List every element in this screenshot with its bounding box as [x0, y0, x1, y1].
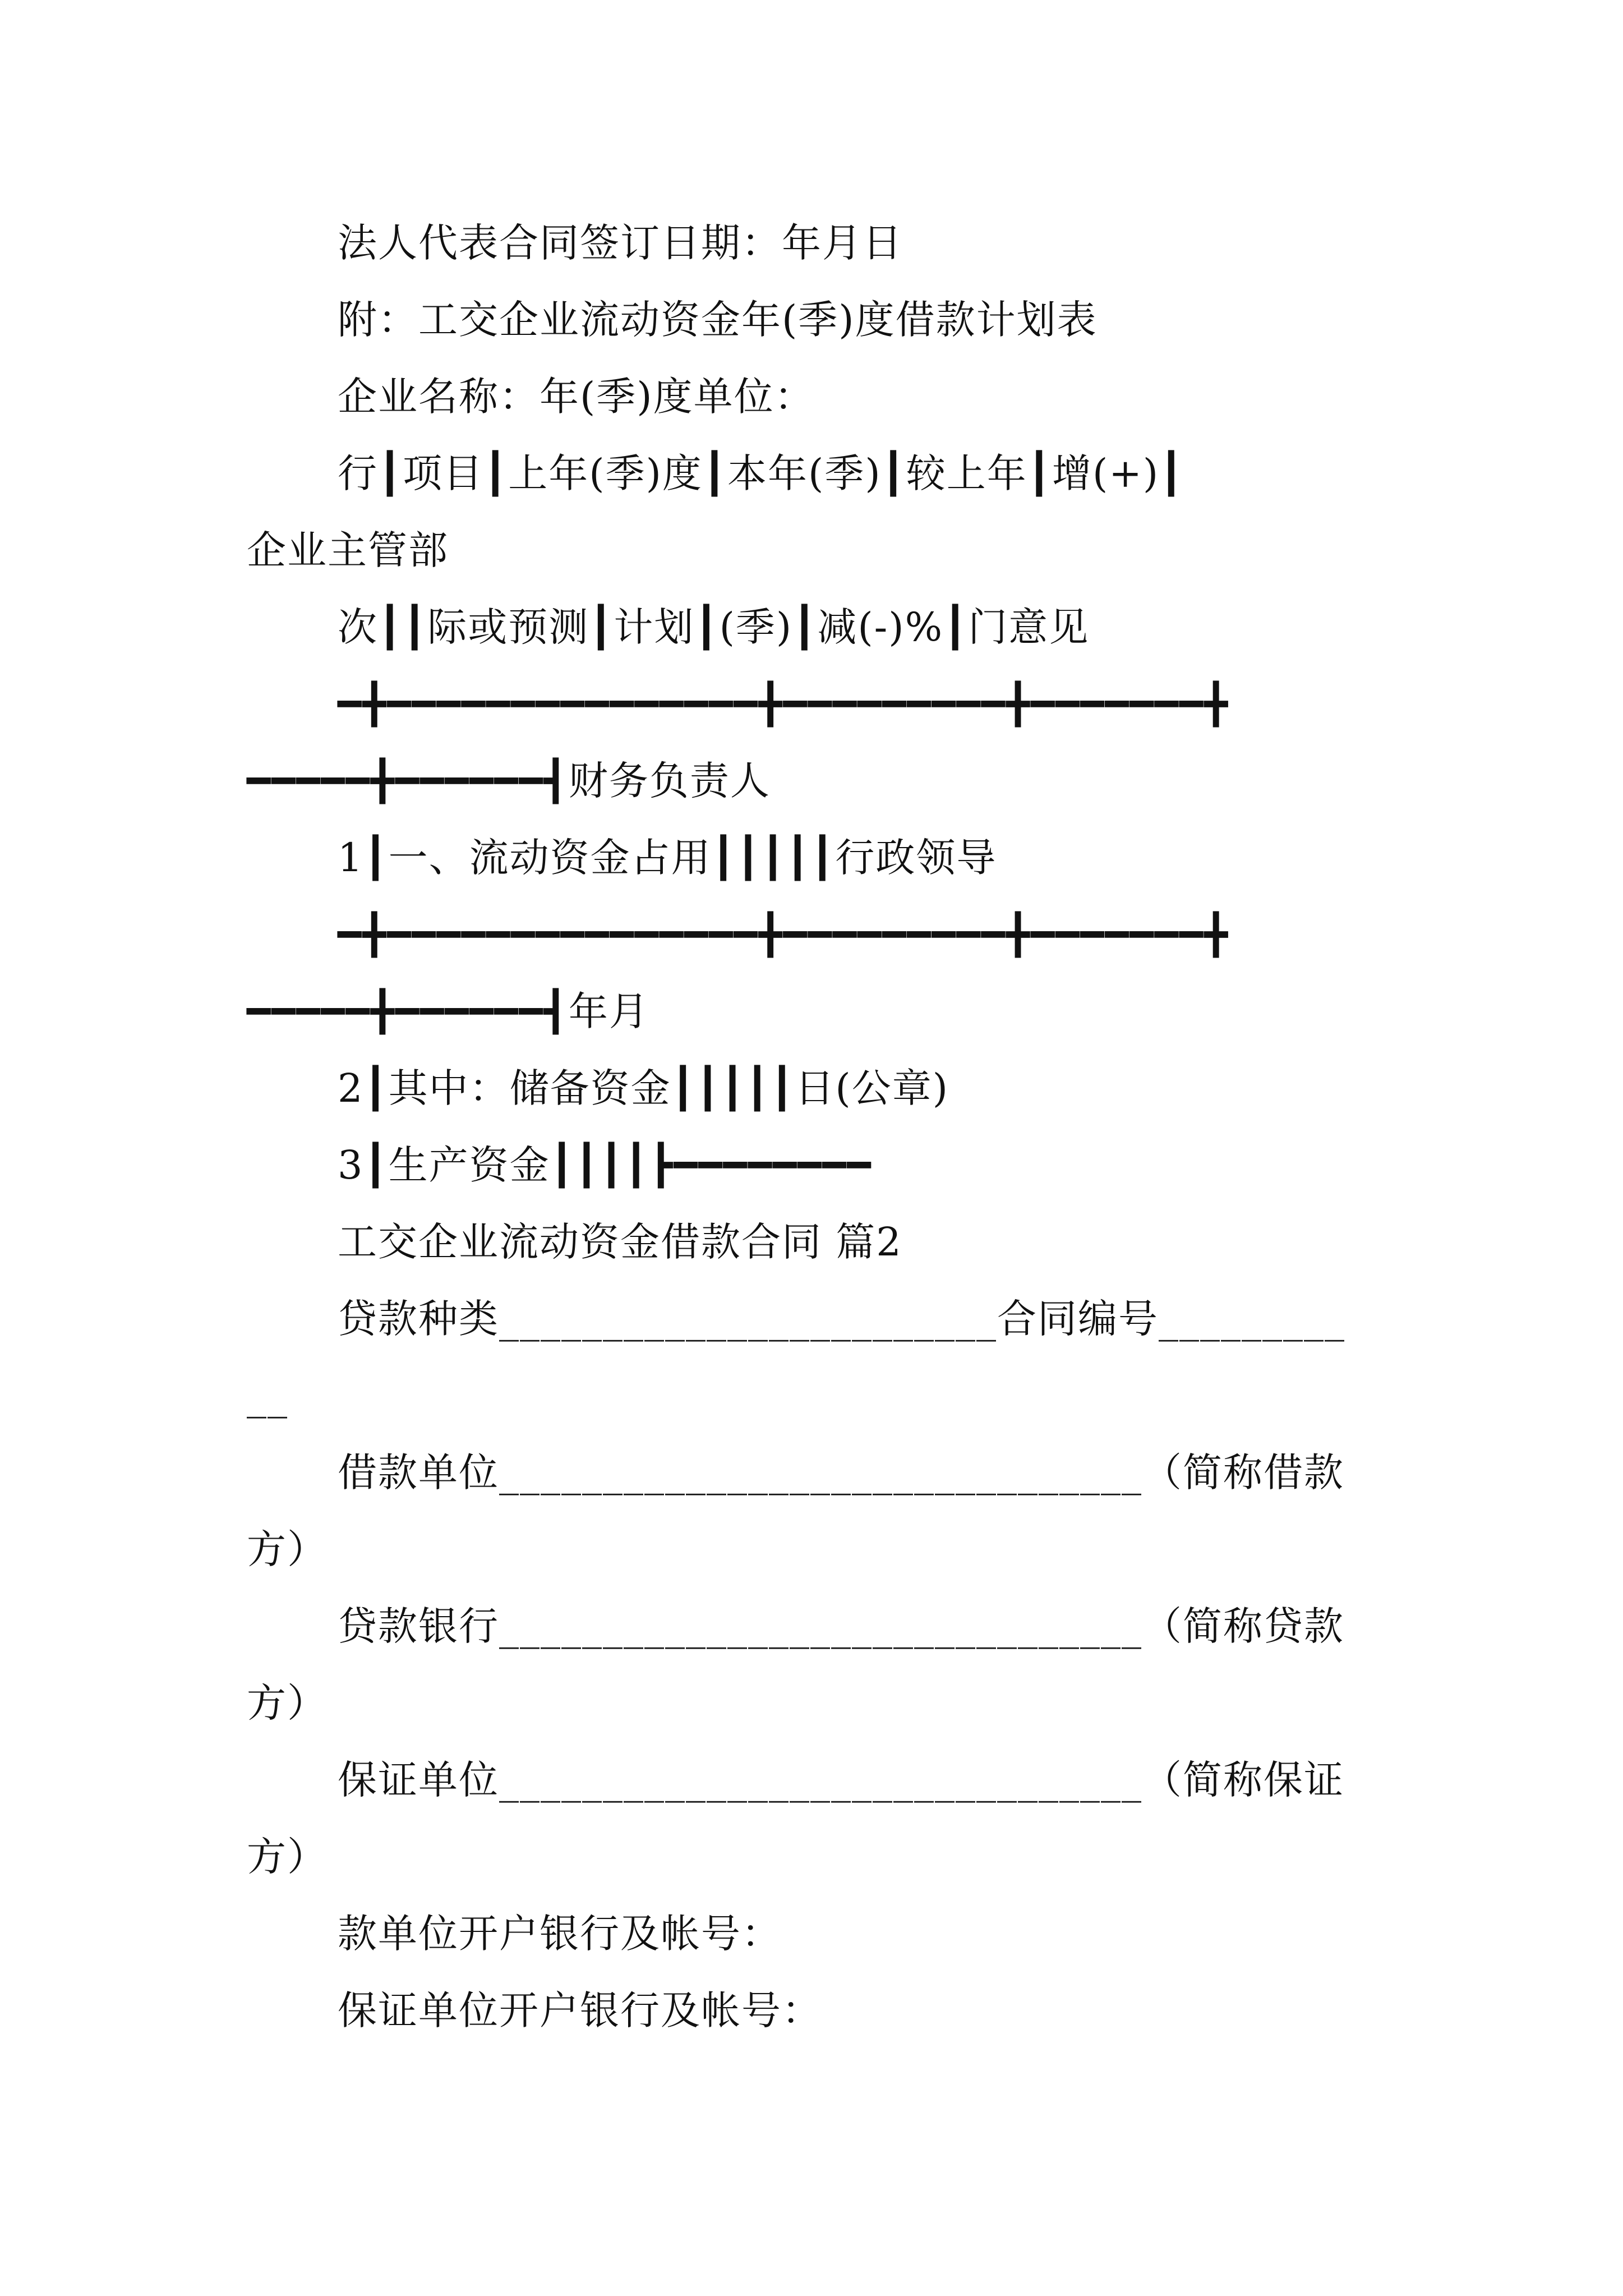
borrower-line-cont: 方）: [247, 1526, 328, 1572]
table-row-2: 2┃其中：储备资金┃┃┃┃┃日(公章): [338, 1065, 949, 1111]
signing-date-line: 法人代表合同签订日期：年月日: [338, 220, 903, 266]
loan-type-line: 贷款种类________________________合同编号_________: [338, 1296, 1345, 1342]
loan-type-line-cont: __: [247, 1373, 288, 1419]
lender-line-cont: 方）: [247, 1680, 328, 1726]
table-header-row-1-cont: 企业主管部: [247, 527, 449, 573]
table-rule-1: ━╋━━━━━━━━━━━━━━━╋━━━━━━━━━╋━━━━━━━╋: [338, 681, 1229, 727]
table-row-1: 1┃一、流动资金占用┃┃┃┃┃行政领导: [338, 835, 997, 881]
table-rule-1-cont: ━━━━━╋━━━━━━┫财务负责人: [247, 758, 771, 804]
guarantor-bank-line: 保证单位开户银行及帐号：: [338, 1987, 822, 2033]
guarantor-line-cont: 方）: [247, 1834, 328, 1880]
attachment-title: 附：工交企业流动资金年(季)度借款计划表: [338, 297, 1098, 343]
guarantor-line: 保证单位_______________________________（简称保证: [338, 1757, 1344, 1803]
table-header-row-1: 行┃项目┃上年(季)度┃本年(季)┃较上年┃增(+)┃: [338, 450, 1184, 496]
table-header-row-2: 次┃┃际或预测┃计划┃(季)┃减(-)%┃门意见: [338, 604, 1090, 650]
borrower-bank-line: 款单位开户银行及帐号：: [338, 1911, 782, 1957]
lender-line: 贷款银行_______________________________（简称贷款: [338, 1603, 1344, 1649]
table-rule-2-cont: ━━━━━╋━━━━━━┫年月: [247, 988, 649, 1034]
company-name-line: 企业名称：年(季)度单位：: [338, 374, 815, 420]
borrower-line: 借款单位_______________________________（简称借款: [338, 1450, 1344, 1496]
table-rule-2: ━╋━━━━━━━━━━━━━━━╋━━━━━━━━━╋━━━━━━━╋: [338, 912, 1229, 958]
table-row-3: 3┃生产资金┃┃┃┃┣━━━━━━━━: [338, 1142, 872, 1188]
section-heading: 工交企业流动资金借款合同 篇2: [338, 1219, 902, 1265]
